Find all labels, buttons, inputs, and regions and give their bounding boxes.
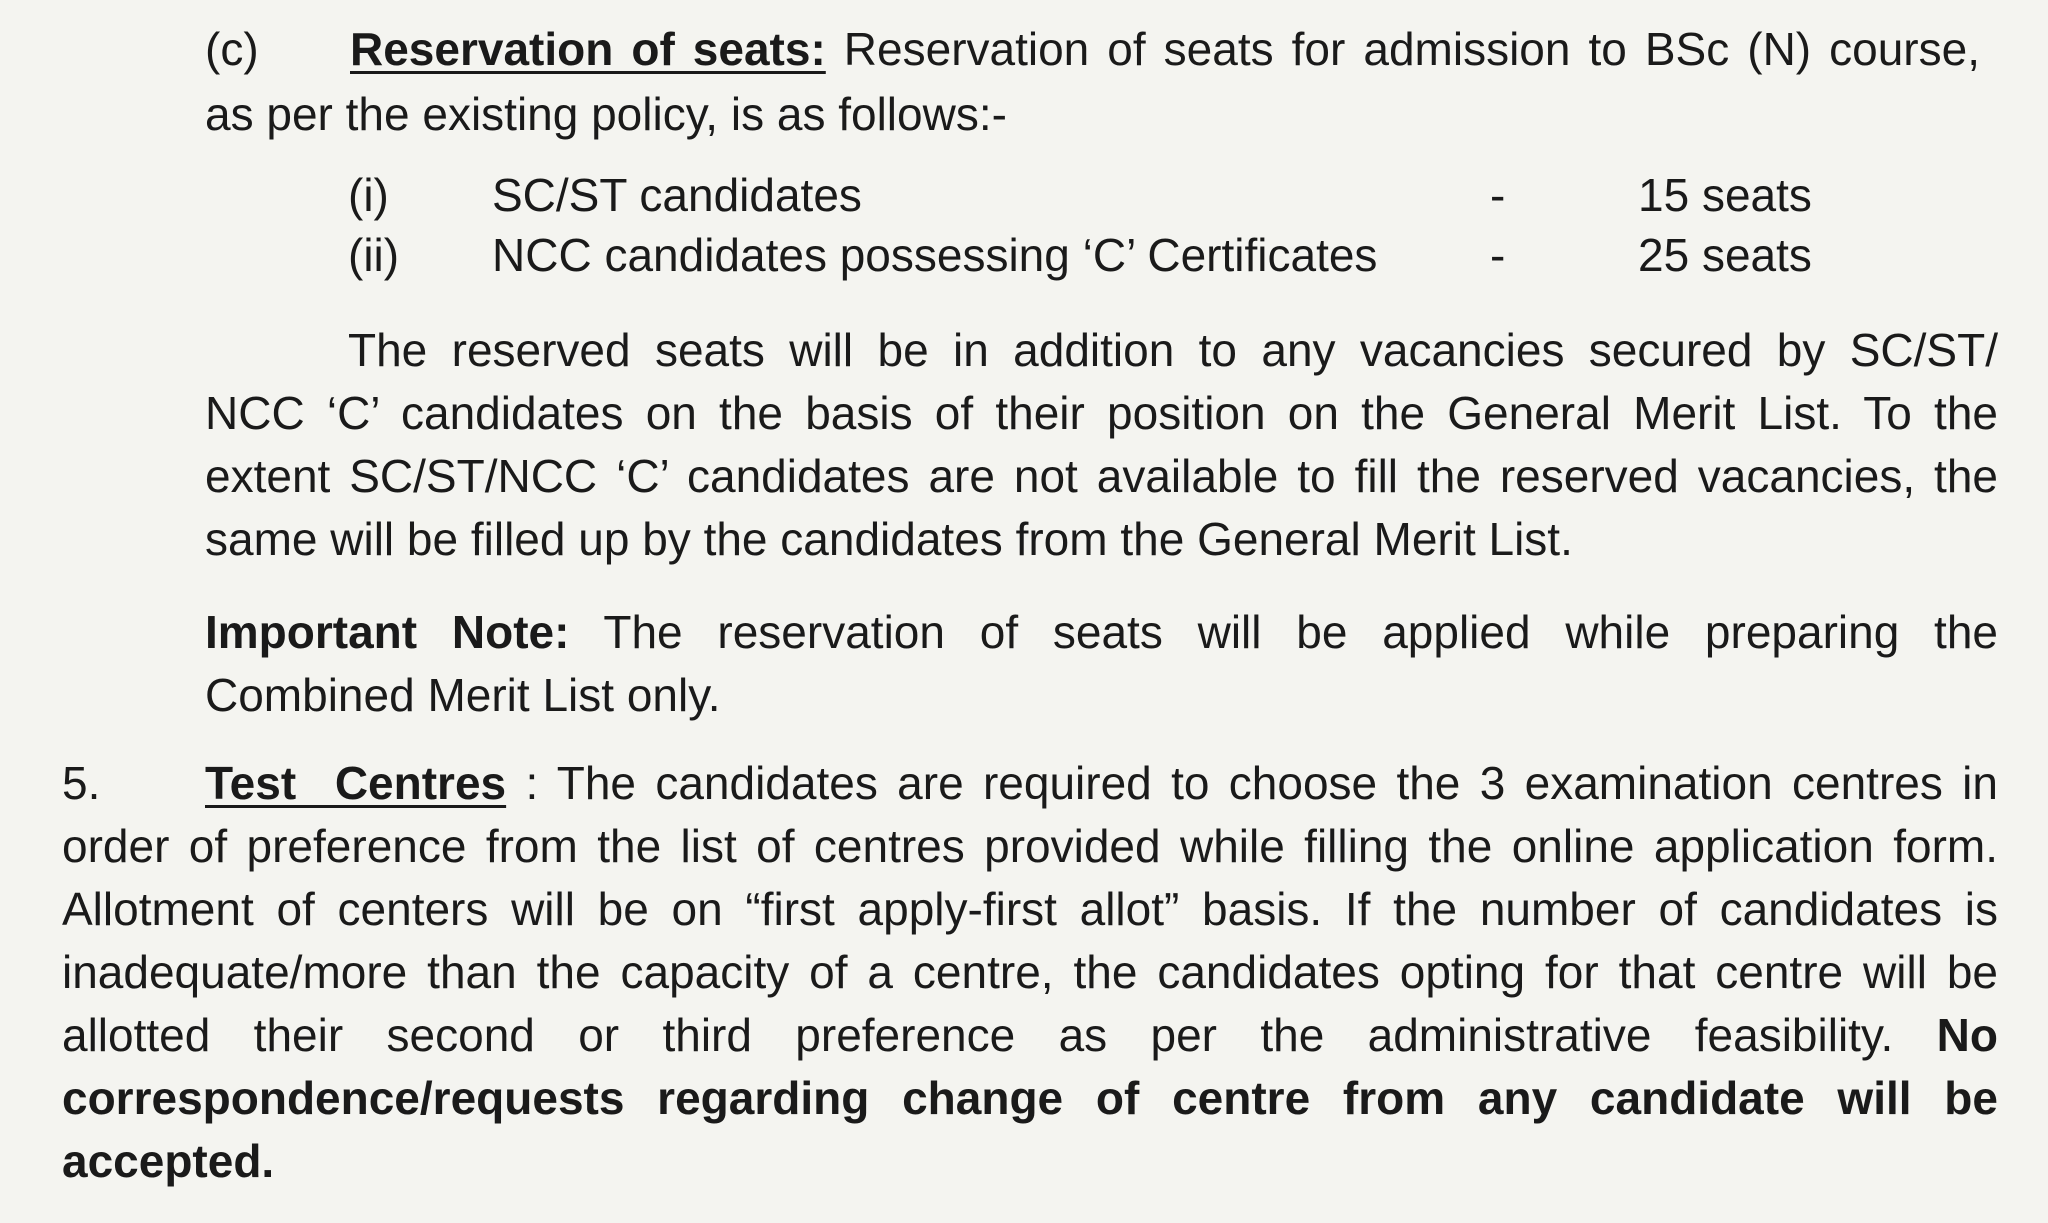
important-note-line2: Combined Merit List only. bbox=[205, 669, 721, 721]
section-c-heading: Reservation of seats: bbox=[350, 23, 826, 75]
para-line-4: same will be filled up by the candidates from the General Merit List. bbox=[205, 513, 1573, 565]
section-c-intro-line2: as per the existing policy, is as follows:- bbox=[205, 88, 1007, 140]
section-5-heading: Test Centres bbox=[205, 757, 507, 809]
section-5-line3: Allotment of centers will be on “first apply-first allot” basis. If the number of candidates is bbox=[62, 883, 1998, 935]
item-1-label: SC/ST candidates bbox=[492, 169, 862, 221]
section-c-marker: (c) bbox=[205, 23, 259, 75]
section-5-line5-bold: No bbox=[1893, 1009, 1998, 1061]
section-5-line6: correspondence/requests regarding change of centre from any candidate will be bbox=[62, 1072, 1998, 1124]
important-note-label: Important Note: bbox=[205, 606, 570, 658]
para-line-2: NCC ‘C’ candidates on the basis of their position on the General Merit List. To the bbox=[205, 387, 1998, 439]
section-5-line5-normal: allotted their second or third preference as per the administrative feasibility. bbox=[62, 1009, 1894, 1061]
item-1-number: (i) bbox=[348, 169, 389, 221]
section-c-line1 bbox=[350, 17, 1980, 81]
item-1-dash: - bbox=[1490, 169, 1506, 221]
section-5-line1-rest: : The candidates are required to choose the 3 examination centres in bbox=[506, 757, 1998, 809]
section-c-intro-line1: Reservation of seats for admission to BSc (N) course, bbox=[825, 23, 1980, 75]
item-2-value: 25 seats bbox=[1638, 229, 1812, 281]
section-5-line7: accepted. bbox=[62, 1135, 275, 1187]
item-1-value: 15 seats bbox=[1638, 169, 1812, 221]
item-2-number: (ii) bbox=[348, 229, 400, 281]
item-2-label: NCC candidates possessing ‘C’ Certificates bbox=[492, 229, 1378, 281]
important-note-line1 bbox=[205, 600, 1998, 664]
section-5-number: 5. bbox=[62, 757, 101, 809]
item-2-dash: - bbox=[1490, 229, 1506, 281]
section-5-line4: inadequate/more than the capacity of a centre, the candidates opting for that centre will be bbox=[62, 946, 1998, 998]
important-note-text: The reservation of seats will be applied while preparing the bbox=[569, 606, 1998, 658]
section-5-line1 bbox=[205, 751, 1998, 815]
para-line-1: The reserved seats will be in addition to any vacancies secured by SC/ST/ bbox=[348, 324, 1998, 376]
para-line-3: extent SC/ST/NCC ‘C’ candidates are not available to fill the reserved vacancies, the bbox=[205, 450, 1998, 502]
section-5-line2: order of preference from the list of centres provided while filling the online application form. bbox=[62, 820, 1998, 872]
section-5-line5 bbox=[62, 1003, 1998, 1067]
